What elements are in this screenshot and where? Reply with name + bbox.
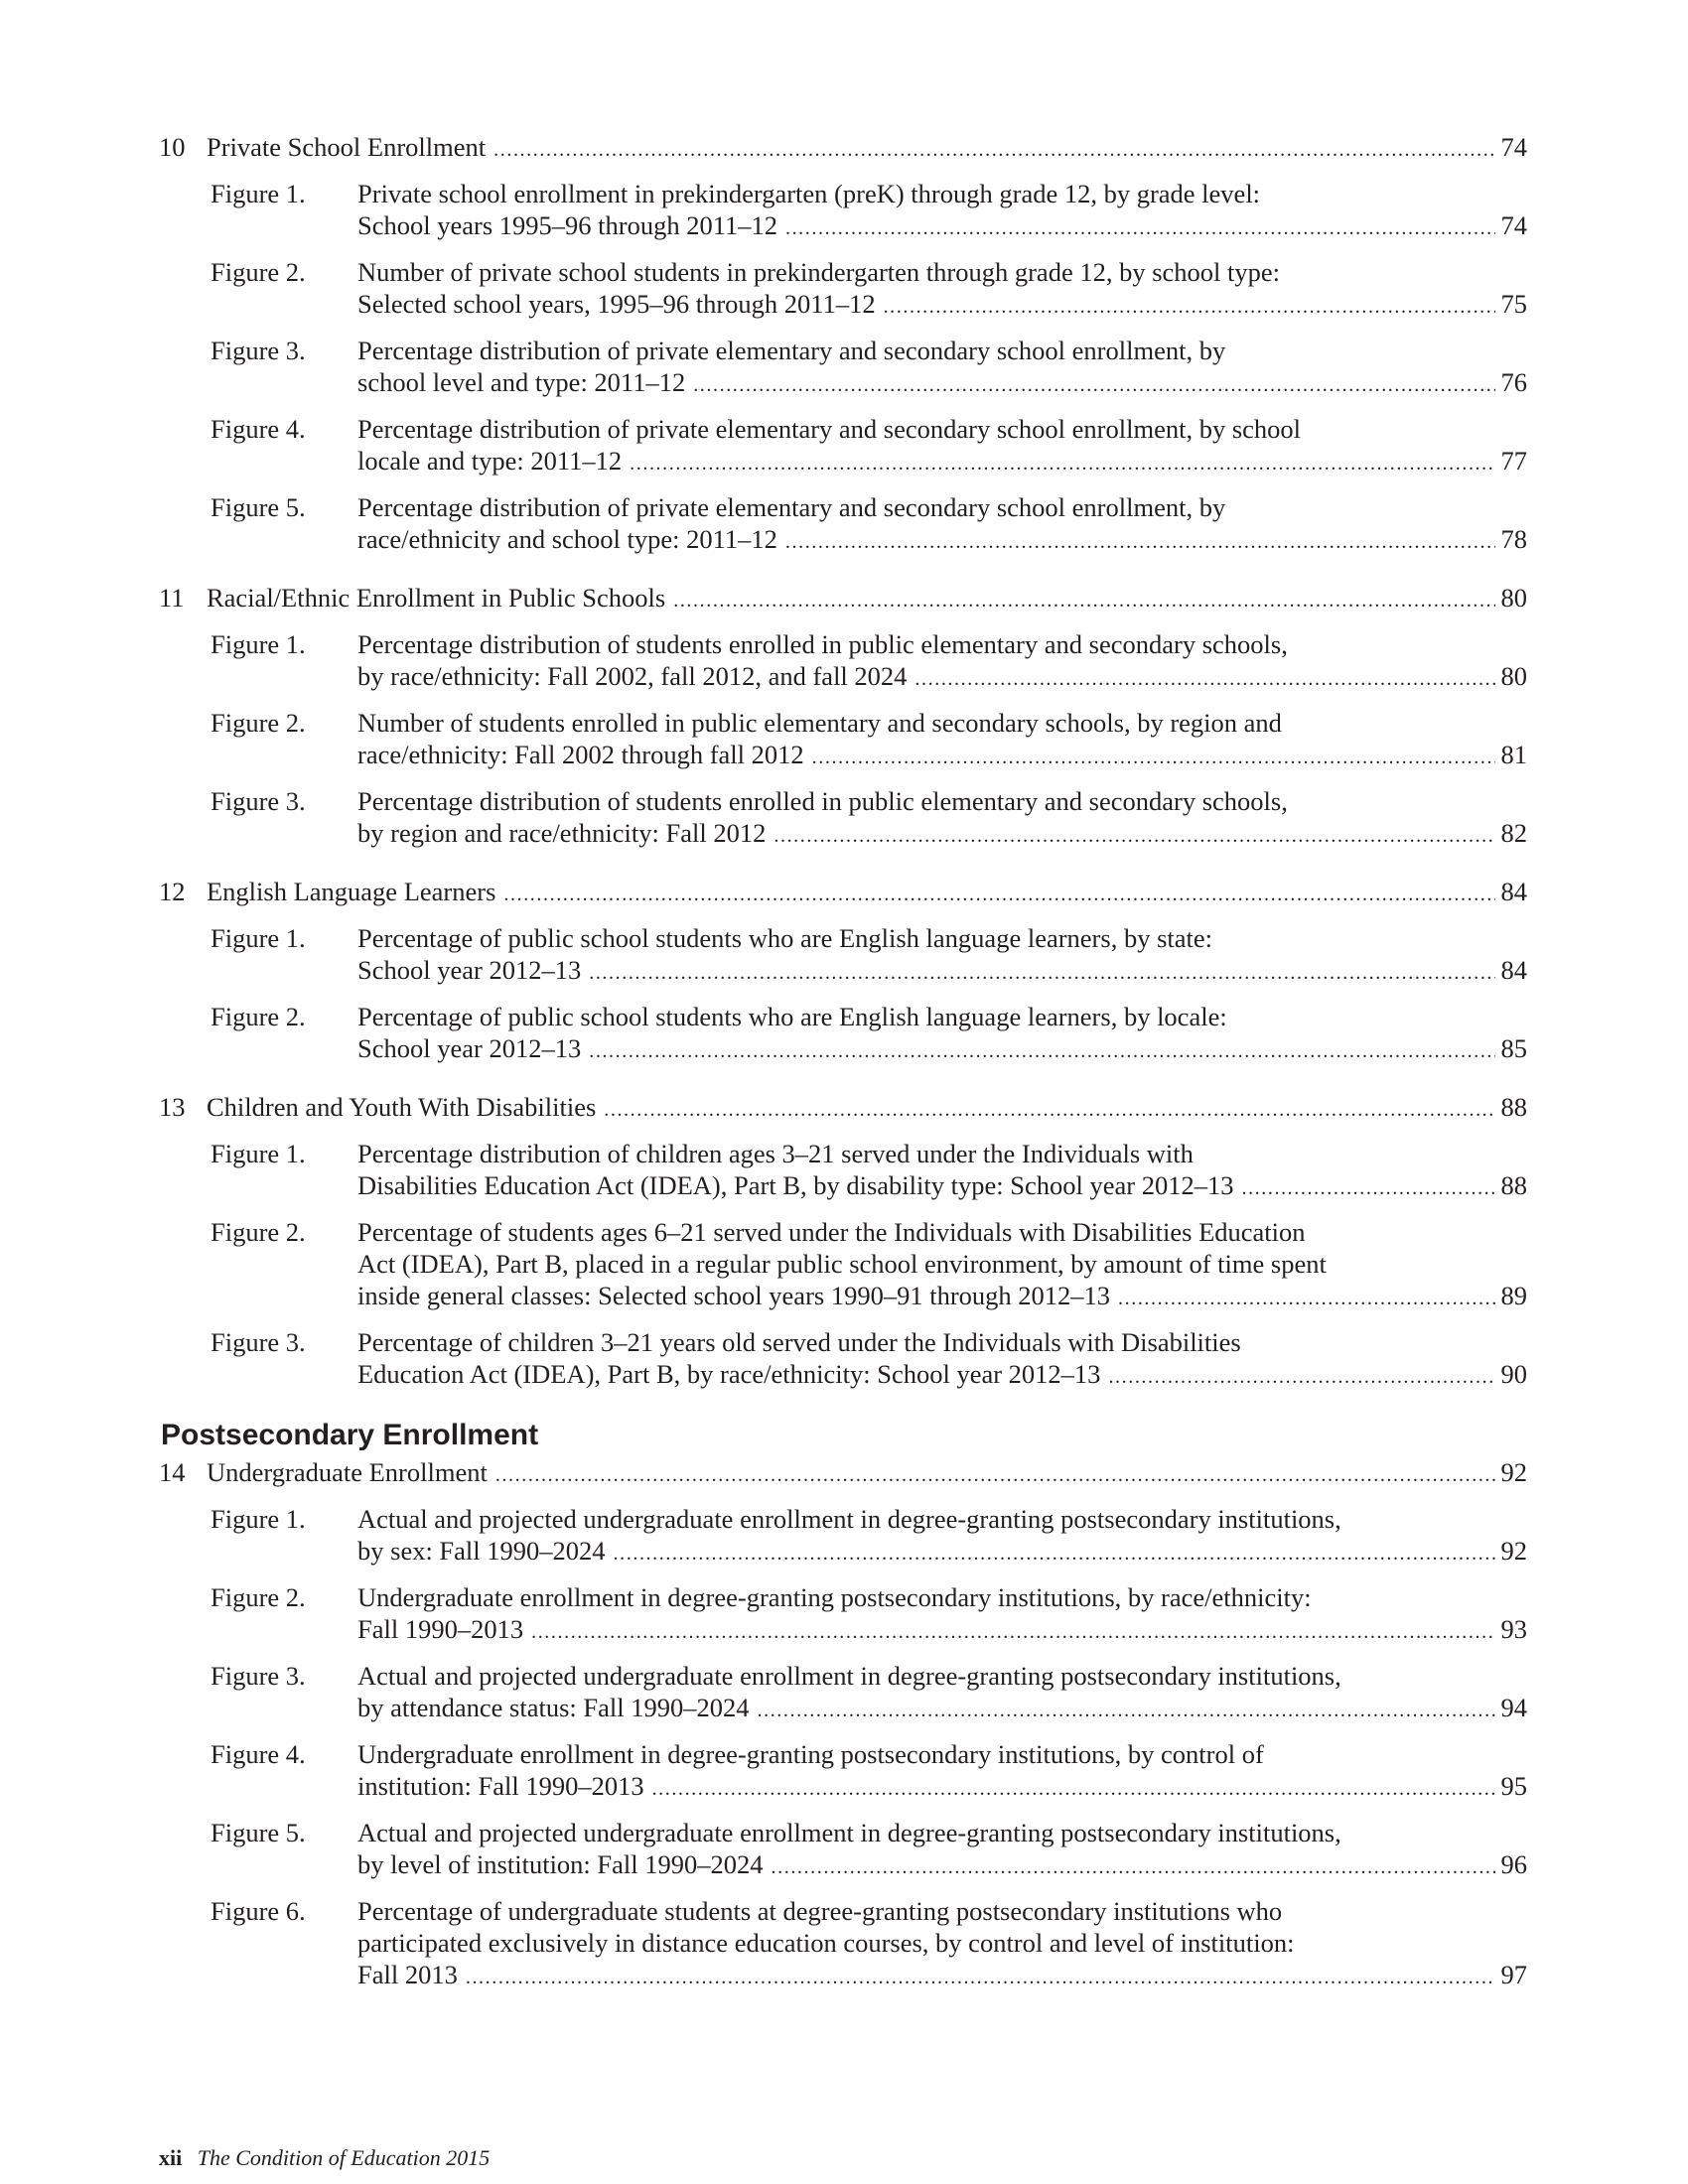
figure-caption-line: by race/ethnicity: Fall 2002, fall 2012, and fall 2024 bbox=[357, 661, 908, 691]
figure-caption-last-line bbox=[357, 445, 1527, 479]
figure-caption bbox=[357, 1216, 1527, 1314]
figure-caption-line: Percentage distribution of private elementary and secondary school enrollment, by school bbox=[357, 414, 1302, 444]
figure-label: Figure 2. bbox=[211, 257, 306, 287]
figure-caption bbox=[357, 1138, 1527, 1204]
toc-figure-entry[interactable] bbox=[159, 922, 1527, 989]
figure-caption-last-line bbox=[357, 739, 1527, 773]
figure-page-number: 75 bbox=[1500, 289, 1527, 319]
figure-caption-last-line bbox=[357, 366, 1527, 401]
figure-caption-last-line bbox=[357, 954, 1527, 989]
figure-page-number: 95 bbox=[1500, 1771, 1527, 1801]
figure-page-number: 93 bbox=[1500, 1614, 1527, 1644]
figure-caption bbox=[357, 256, 1527, 323]
figure-caption-last-line bbox=[357, 288, 1527, 323]
sections-before-list bbox=[159, 131, 1527, 1393]
figure-caption-last-line bbox=[357, 1848, 1527, 1883]
toc-figure-entry[interactable] bbox=[159, 1001, 1527, 1067]
dot-leader bbox=[785, 526, 1495, 558]
section-number: 11 bbox=[159, 583, 185, 613]
toc-figure-entry[interactable] bbox=[159, 256, 1527, 323]
figure-caption bbox=[357, 1326, 1527, 1393]
figure-caption-last-line bbox=[357, 1535, 1527, 1570]
figure-caption-last-line bbox=[357, 1358, 1527, 1393]
figure-page-number: 74 bbox=[1500, 210, 1527, 240]
figure-page-number: 94 bbox=[1500, 1693, 1527, 1722]
dot-leader bbox=[531, 1616, 1494, 1648]
dot-leader bbox=[1108, 1361, 1494, 1393]
section-group-heading: Postsecondary Enrollment bbox=[161, 1419, 539, 1451]
figure-label: Figure 5. bbox=[211, 492, 306, 522]
figure-caption-line: by sex: Fall 1990–2024 bbox=[357, 1536, 606, 1566]
page-footer bbox=[159, 2144, 490, 2172]
figure-caption-line: Percentage of public school students who are English language learners, by locale: bbox=[357, 1002, 1227, 1031]
section-page-number: 80 bbox=[1500, 583, 1527, 613]
figure-caption bbox=[357, 1581, 1527, 1648]
figure-label: Figure 2. bbox=[211, 708, 306, 738]
footer-publication-title: The Condition of Education 2015 bbox=[197, 2145, 491, 2170]
figure-caption-last-line bbox=[357, 660, 1527, 695]
figure-caption-line: inside general classes: Selected school years 1990–91 through 2012–13 bbox=[357, 1281, 1111, 1310]
toc-section-entry[interactable] bbox=[159, 131, 1527, 166]
figure-caption-line: Number of private school students in prekindergarten through grade 12, by school type: bbox=[357, 257, 1281, 287]
figure-label: Figure 1. bbox=[211, 1504, 306, 1534]
section-page-number: 84 bbox=[1500, 877, 1527, 906]
section-title: Private School Enrollment bbox=[207, 132, 487, 162]
figure-caption-line: Fall 1990–2013 bbox=[357, 1614, 524, 1644]
toc-figure-entry[interactable] bbox=[159, 1817, 1527, 1883]
figure-caption-last-line bbox=[357, 1169, 1527, 1204]
figure-caption bbox=[357, 707, 1527, 773]
dot-leader bbox=[693, 369, 1494, 401]
figure-caption bbox=[357, 1817, 1527, 1883]
figure-caption bbox=[357, 922, 1527, 989]
figure-caption-last-line bbox=[357, 523, 1527, 558]
toc-figure-entry[interactable] bbox=[159, 1138, 1527, 1204]
figure-label: Figure 5. bbox=[211, 1818, 306, 1847]
figure-label: Figure 1. bbox=[211, 629, 306, 659]
figure-page-number: 84 bbox=[1500, 955, 1527, 985]
figure-label: Figure 4. bbox=[211, 1739, 306, 1769]
figure-label: Figure 4. bbox=[211, 414, 306, 444]
figure-caption-last-line bbox=[357, 209, 1527, 244]
figure-label: Figure 6. bbox=[211, 1896, 306, 1926]
figure-caption-last-line bbox=[357, 1770, 1527, 1805]
figure-page-number: 76 bbox=[1500, 367, 1527, 397]
figure-caption-line: locale and type: 2011–12 bbox=[357, 446, 623, 476]
figure-caption bbox=[357, 1895, 1527, 1993]
dot-leader bbox=[604, 1094, 1494, 1126]
figure-label: Figure 2. bbox=[211, 1582, 306, 1612]
figure-caption-line: Disabilities Education Act (IDEA), Part B, by disability type: School year 2012–13 bbox=[357, 1170, 1234, 1200]
dot-leader bbox=[495, 1459, 1495, 1491]
dot-leader bbox=[812, 742, 1495, 773]
figure-page-number: 88 bbox=[1500, 1170, 1527, 1200]
figure-caption-last-line bbox=[357, 1613, 1527, 1648]
figure-caption-line: Percentage distribution of private elementary and secondary school enrollment, by bbox=[357, 336, 1226, 365]
toc-figure-entry[interactable] bbox=[159, 707, 1527, 773]
figure-caption-line: School years 1995–96 through 2011–12 bbox=[357, 210, 777, 240]
figure-caption-line: Number of students enrolled in public elementary and secondary schools, by region and bbox=[357, 708, 1282, 738]
figure-caption-line: Actual and projected undergraduate enrollment in degree-granting postsecondary institutions, bbox=[357, 1818, 1341, 1847]
figure-page-number: 92 bbox=[1500, 1536, 1527, 1566]
figure-caption-last-line bbox=[357, 1692, 1527, 1726]
section-title: Undergraduate Enrollment bbox=[207, 1457, 488, 1487]
section-number: 14 bbox=[159, 1457, 186, 1487]
figure-caption bbox=[357, 785, 1527, 852]
figure-page-number: 97 bbox=[1500, 1960, 1527, 1989]
figure-caption bbox=[357, 413, 1527, 479]
section-page-number: 88 bbox=[1500, 1092, 1527, 1122]
figure-caption-line: Actual and projected undergraduate enrollment in degree-granting postsecondary institutions, bbox=[357, 1504, 1341, 1534]
footer-page-number: xii bbox=[159, 2145, 183, 2170]
figure-caption-line: Fall 2013 bbox=[357, 1960, 458, 1989]
figure-caption-line: Selected school years, 1995–96 through 2011–12 bbox=[357, 289, 876, 319]
figure-label: Figure 3. bbox=[211, 786, 306, 816]
figure-caption-line: by level of institution: Fall 1990–2024 bbox=[357, 1849, 764, 1879]
figure-label: Figure 1. bbox=[211, 923, 306, 953]
toc-figure-entry[interactable] bbox=[159, 413, 1527, 479]
dot-leader bbox=[1241, 1172, 1494, 1204]
dot-leader bbox=[589, 1035, 1494, 1067]
figure-caption bbox=[357, 628, 1527, 695]
section-title: Racial/Ethnic Enrollment in Public Schools bbox=[207, 583, 666, 613]
figure-label: Figure 2. bbox=[211, 1217, 306, 1247]
dot-leader bbox=[884, 291, 1495, 323]
toc-figure-entry[interactable] bbox=[159, 785, 1527, 852]
toc-section-entry[interactable] bbox=[159, 1456, 1527, 1491]
figure-label: Figure 3. bbox=[211, 336, 306, 365]
dot-leader bbox=[466, 1962, 1495, 1993]
figure-page-number: 85 bbox=[1500, 1033, 1527, 1063]
toc-figure-entry[interactable] bbox=[159, 335, 1527, 401]
figure-label: Figure 1. bbox=[211, 179, 306, 208]
figure-caption-line: Private school enrollment in prekindergarten (preK) through grade 12, by grade level: bbox=[357, 179, 1261, 208]
section-title: Children and Youth With Disabilities bbox=[207, 1092, 597, 1122]
figure-caption-last-line bbox=[357, 1959, 1527, 1993]
dot-leader bbox=[673, 585, 1494, 616]
toc-section-entry[interactable] bbox=[159, 1091, 1527, 1126]
figure-caption-last-line bbox=[357, 1032, 1527, 1067]
toc-figure-entry[interactable] bbox=[159, 1581, 1527, 1648]
figure-caption bbox=[357, 491, 1527, 558]
dot-leader bbox=[589, 957, 1494, 989]
figure-caption-line: Percentage of children 3–21 years old served under the Individuals with Disabilities bbox=[357, 1327, 1241, 1357]
figure-caption-line: race/ethnicity: Fall 2002 through fall 2012 bbox=[357, 740, 804, 769]
figure-caption-line: Act (IDEA), Part B, placed in a regular public school environment, by amount of time spent bbox=[357, 1249, 1327, 1279]
figure-caption-line: Percentage of students ages 6–21 served under the Individuals with Disabilities Education bbox=[357, 1217, 1306, 1247]
figure-caption-line: Education Act (IDEA), Part B, by race/ethnicity: School year 2012–13 bbox=[357, 1359, 1101, 1389]
toc-section-entry[interactable] bbox=[159, 582, 1527, 616]
figure-page-number: 78 bbox=[1500, 524, 1527, 554]
dot-leader bbox=[758, 1695, 1495, 1726]
figure-caption-line: Percentage of undergraduate students at degree-granting postsecondary institutions who bbox=[357, 1896, 1283, 1926]
figure-caption-line: participated exclusively in distance education courses, by control and level of institution: bbox=[357, 1928, 1295, 1958]
section-number: 12 bbox=[159, 877, 186, 906]
section-title: English Language Learners bbox=[207, 877, 496, 906]
table-of-contents bbox=[159, 131, 1527, 1993]
figure-caption-line: School year 2012–13 bbox=[357, 1033, 582, 1063]
section-number: 10 bbox=[159, 132, 186, 162]
dot-leader bbox=[1118, 1283, 1494, 1314]
figure-caption-line: institution: Fall 1990–2013 bbox=[357, 1771, 644, 1801]
figure-page-number: 96 bbox=[1500, 1849, 1527, 1879]
dot-leader bbox=[493, 134, 1494, 166]
figure-caption-line: Percentage distribution of children ages 3–21 served under the Individuals with bbox=[357, 1139, 1194, 1168]
figure-caption-line: Percentage distribution of students enrolled in public elementary and secondary schools, bbox=[357, 786, 1288, 816]
figure-caption-line: race/ethnicity and school type: 2011–12 bbox=[357, 524, 777, 554]
figure-caption-line: by region and race/ethnicity: Fall 2012 bbox=[357, 818, 767, 848]
figure-page-number: 90 bbox=[1500, 1359, 1527, 1389]
figure-page-number: 77 bbox=[1500, 446, 1527, 476]
figure-caption-line: Actual and projected undergraduate enrollment in degree-granting postsecondary institutions, bbox=[357, 1661, 1341, 1691]
figure-caption bbox=[357, 1738, 1527, 1805]
figure-page-number: 82 bbox=[1500, 818, 1527, 848]
figure-caption-line: Percentage distribution of private elementary and secondary school enrollment, by bbox=[357, 492, 1226, 522]
section-page-number: 92 bbox=[1500, 1457, 1527, 1487]
dot-leader bbox=[785, 212, 1495, 244]
figure-label: Figure 1. bbox=[211, 1139, 306, 1168]
toc-figure-entry[interactable] bbox=[159, 1895, 1527, 1993]
dot-leader bbox=[652, 1773, 1495, 1805]
figure-page-number: 81 bbox=[1500, 740, 1527, 769]
figure-caption bbox=[357, 335, 1527, 401]
toc-figure-entry[interactable] bbox=[159, 628, 1527, 695]
dot-leader bbox=[503, 879, 1494, 910]
dot-leader bbox=[614, 1538, 1495, 1570]
figure-caption-line: Percentage distribution of students enrolled in public elementary and secondary schools, bbox=[357, 629, 1288, 659]
toc-figure-entry[interactable] bbox=[159, 1660, 1527, 1726]
toc-figure-entry[interactable] bbox=[159, 1738, 1527, 1805]
toc-section-entry[interactable] bbox=[159, 876, 1527, 910]
toc-figure-entry[interactable] bbox=[159, 491, 1527, 558]
figure-label: Figure 3. bbox=[211, 1661, 306, 1691]
dot-leader bbox=[774, 820, 1494, 852]
figure-caption-line: Percentage of public school students who are English language learners, by state: bbox=[357, 923, 1212, 953]
figure-caption bbox=[357, 1660, 1527, 1726]
figure-caption-line: Undergraduate enrollment in degree-granting postsecondary institutions, by control of bbox=[357, 1739, 1264, 1769]
figure-caption bbox=[357, 1001, 1527, 1067]
toc-figure-entry[interactable] bbox=[159, 178, 1527, 244]
section-page-number: 74 bbox=[1500, 132, 1527, 162]
toc-figure-entry[interactable] bbox=[159, 1216, 1527, 1314]
figure-caption-line: by attendance status: Fall 1990–2024 bbox=[357, 1693, 750, 1722]
figure-page-number: 80 bbox=[1500, 661, 1527, 691]
sections-after-list bbox=[159, 1456, 1527, 1993]
toc-figure-entry[interactable] bbox=[159, 1503, 1527, 1570]
figure-caption-last-line bbox=[357, 1280, 1527, 1314]
figure-caption-line: Undergraduate enrollment in degree-granting postsecondary institutions, by race/ethnicity: bbox=[357, 1582, 1312, 1612]
figure-label: Figure 2. bbox=[211, 1002, 306, 1031]
figure-caption-line: school level and type: 2011–12 bbox=[357, 367, 686, 397]
dot-leader bbox=[914, 663, 1494, 695]
toc-figure-entry[interactable] bbox=[159, 1326, 1527, 1393]
dot-leader bbox=[772, 1851, 1495, 1883]
figure-caption bbox=[357, 178, 1527, 244]
figure-label: Figure 3. bbox=[211, 1327, 306, 1357]
dot-leader bbox=[630, 448, 1494, 479]
figure-caption-last-line bbox=[357, 817, 1527, 852]
figure-page-number: 89 bbox=[1500, 1281, 1527, 1310]
section-number: 13 bbox=[159, 1092, 186, 1122]
figure-caption-line: School year 2012–13 bbox=[357, 955, 582, 985]
figure-caption bbox=[357, 1503, 1527, 1570]
